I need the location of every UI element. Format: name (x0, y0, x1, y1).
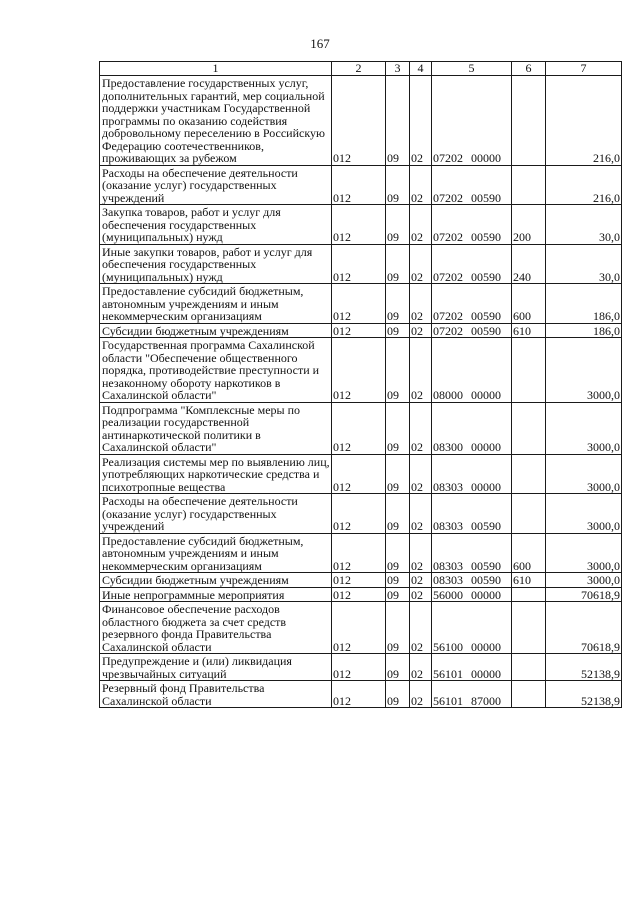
row-amount: 3000,0 (546, 402, 622, 454)
row-section-code: 09 (386, 533, 410, 573)
row-expense-type (512, 654, 546, 681)
row-amount: 52138,9 (546, 681, 622, 708)
row-ministry-code: 012 (332, 205, 386, 245)
row-amount: 70618,9 (546, 587, 622, 602)
row-section-code: 09 (386, 76, 410, 166)
row-ministry-code: 012 (332, 165, 386, 205)
row-subsection-code: 02 (410, 654, 432, 681)
row-expense-type: 610 (512, 573, 546, 588)
row-name: Резервный фонд Правительства Сахалинской области (100, 681, 332, 708)
row-expense-type: 600 (512, 533, 546, 573)
row-amount: 3000,0 (546, 533, 622, 573)
row-ministry-code: 012 (332, 681, 386, 708)
budget-table (99, 61, 622, 708)
column-number-2: 2 (332, 62, 386, 76)
row-name: Государственная программа Сахалинской области "Обеспечение общественного порядка, противодействие преступности и незаконному обороту наркотиков в Сахалинской области" (100, 338, 332, 403)
row-section-code: 09 (386, 165, 410, 205)
table-row (100, 494, 622, 534)
row-target-article: 07202 00590 (432, 284, 512, 324)
row-name: Иные непрограммные мероприятия (100, 587, 332, 602)
table-body (100, 62, 622, 708)
row-expense-type: 610 (512, 323, 546, 338)
row-subsection-code: 02 (410, 454, 432, 494)
row-target-article: 08000 00000 (432, 338, 512, 403)
row-ministry-code: 012 (332, 573, 386, 588)
column-number-row (100, 62, 622, 76)
page-number: 167 (310, 36, 330, 51)
row-name: Субсидии бюджетным учреждениям (100, 573, 332, 588)
row-amount: 3000,0 (546, 338, 622, 403)
table-row (100, 454, 622, 494)
row-ministry-code: 012 (332, 76, 386, 166)
row-expense-type (512, 338, 546, 403)
table-row (100, 165, 622, 205)
row-amount: 3000,0 (546, 573, 622, 588)
row-section-code: 09 (386, 205, 410, 245)
row-name: Иные закупки товаров, работ и услуг для обеспечения государственных (муниципальных) нужд (100, 244, 332, 284)
row-expense-type: 240 (512, 244, 546, 284)
row-name: Предупреждение и (или) ликвидация чрезвычайных ситуаций (100, 654, 332, 681)
table-row (100, 654, 622, 681)
row-amount: 30,0 (546, 244, 622, 284)
row-ministry-code: 012 (332, 284, 386, 324)
row-target-article: 07202 00590 (432, 323, 512, 338)
row-ministry-code: 012 (332, 338, 386, 403)
row-amount: 52138,9 (546, 654, 622, 681)
row-expense-type (512, 165, 546, 205)
row-subsection-code: 02 (410, 587, 432, 602)
row-section-code: 09 (386, 681, 410, 708)
row-subsection-code: 02 (410, 323, 432, 338)
row-section-code: 09 (386, 454, 410, 494)
row-amount: 186,0 (546, 323, 622, 338)
row-target-article: 07202 00590 (432, 165, 512, 205)
column-number-1: 1 (100, 62, 332, 76)
row-name: Реализация системы мер по выявлению лиц, употребляющих наркотические средства и психотропные вещества (100, 454, 332, 494)
row-expense-type (512, 494, 546, 534)
table-row (100, 244, 622, 284)
row-target-article: 56100 00000 (432, 602, 512, 654)
table-row (100, 402, 622, 454)
row-target-article: 08300 00000 (432, 402, 512, 454)
row-section-code: 09 (386, 338, 410, 403)
row-name: Субсидии бюджетным учреждениям (100, 323, 332, 338)
row-ministry-code: 012 (332, 654, 386, 681)
row-target-article: 56101 00000 (432, 654, 512, 681)
row-expense-type (512, 402, 546, 454)
table-row (100, 284, 622, 324)
row-amount: 30,0 (546, 205, 622, 245)
column-number-4: 4 (410, 62, 432, 76)
row-amount: 70618,9 (546, 602, 622, 654)
row-ministry-code: 012 (332, 454, 386, 494)
row-target-article: 07202 00000 (432, 76, 512, 166)
row-section-code: 09 (386, 494, 410, 534)
row-ministry-code: 012 (332, 244, 386, 284)
row-expense-type (512, 602, 546, 654)
table-row (100, 573, 622, 588)
row-expense-type (512, 681, 546, 708)
row-section-code: 09 (386, 573, 410, 588)
table-row (100, 533, 622, 573)
row-target-article: 07202 00590 (432, 205, 512, 245)
row-target-article: 07202 00590 (432, 244, 512, 284)
column-number-5: 5 (432, 62, 512, 76)
row-ministry-code: 012 (332, 587, 386, 602)
row-amount: 3000,0 (546, 454, 622, 494)
row-name: Предоставление субсидий бюджетным, автономным учреждениям и иным некоммерческим организациям (100, 284, 332, 324)
table-row (100, 76, 622, 166)
table-row (100, 587, 622, 602)
row-subsection-code: 02 (410, 681, 432, 708)
row-subsection-code: 02 (410, 244, 432, 284)
row-name: Расходы на обеспечение деятельности (оказание услуг) государственных учреждений (100, 494, 332, 534)
row-section-code: 09 (386, 244, 410, 284)
row-subsection-code: 02 (410, 76, 432, 166)
column-number-6: 6 (512, 62, 546, 76)
row-amount: 216,0 (546, 76, 622, 166)
row-expense-type (512, 76, 546, 166)
row-ministry-code: 012 (332, 533, 386, 573)
row-ministry-code: 012 (332, 602, 386, 654)
row-subsection-code: 02 (410, 165, 432, 205)
row-section-code: 09 (386, 323, 410, 338)
table-row (100, 338, 622, 403)
row-section-code: 09 (386, 587, 410, 602)
row-target-article: 08303 00590 (432, 573, 512, 588)
table-row (100, 323, 622, 338)
row-ministry-code: 012 (332, 323, 386, 338)
row-name: Расходы на обеспечение деятельности (оказание услуг) государственных учреждений (100, 165, 332, 205)
row-expense-type: 600 (512, 284, 546, 324)
row-subsection-code: 02 (410, 533, 432, 573)
column-number-7: 7 (546, 62, 622, 76)
row-name: Предоставление субсидий бюджетным, автономным учреждениям и иным некоммерческим организациям (100, 533, 332, 573)
row-section-code: 09 (386, 284, 410, 324)
column-number-3: 3 (386, 62, 410, 76)
row-section-code: 09 (386, 654, 410, 681)
row-expense-type: 200 (512, 205, 546, 245)
row-name: Подпрограмма "Комплексные меры по реализации государственной антинаркотической политики в Сахалинской области" (100, 402, 332, 454)
row-amount: 216,0 (546, 165, 622, 205)
row-subsection-code: 02 (410, 573, 432, 588)
row-subsection-code: 02 (410, 205, 432, 245)
row-amount: 3000,0 (546, 494, 622, 534)
row-name: Финансовое обеспечение расходов областного бюджета за счет средств резервного фонда Правительства Сахалинской области (100, 602, 332, 654)
table-row (100, 602, 622, 654)
row-target-article: 56101 87000 (432, 681, 512, 708)
row-amount: 186,0 (546, 284, 622, 324)
row-name: Предоставление государственных услуг, дополнительных гарантий, мер социальной поддержки участникам Государственной программы по оказанию содействия добровольному переселению в Российскую Федерацию соотечественников, проживающих за рубежом (100, 76, 332, 166)
row-target-article: 08303 00590 (432, 533, 512, 573)
row-section-code: 09 (386, 602, 410, 654)
table-row (100, 205, 622, 245)
row-expense-type (512, 587, 546, 602)
row-target-article: 08303 00590 (432, 494, 512, 534)
row-ministry-code: 012 (332, 494, 386, 534)
row-subsection-code: 02 (410, 402, 432, 454)
row-subsection-code: 02 (410, 494, 432, 534)
row-section-code: 09 (386, 402, 410, 454)
table-row (100, 681, 622, 708)
row-target-article: 56000 00000 (432, 587, 512, 602)
row-target-article: 08303 00000 (432, 454, 512, 494)
row-expense-type (512, 454, 546, 494)
row-subsection-code: 02 (410, 602, 432, 654)
row-subsection-code: 02 (410, 284, 432, 324)
row-ministry-code: 012 (332, 402, 386, 454)
row-name: Закупка товаров, работ и услуг для обеспечения государственных (муниципальных) нужд (100, 205, 332, 245)
row-subsection-code: 02 (410, 338, 432, 403)
